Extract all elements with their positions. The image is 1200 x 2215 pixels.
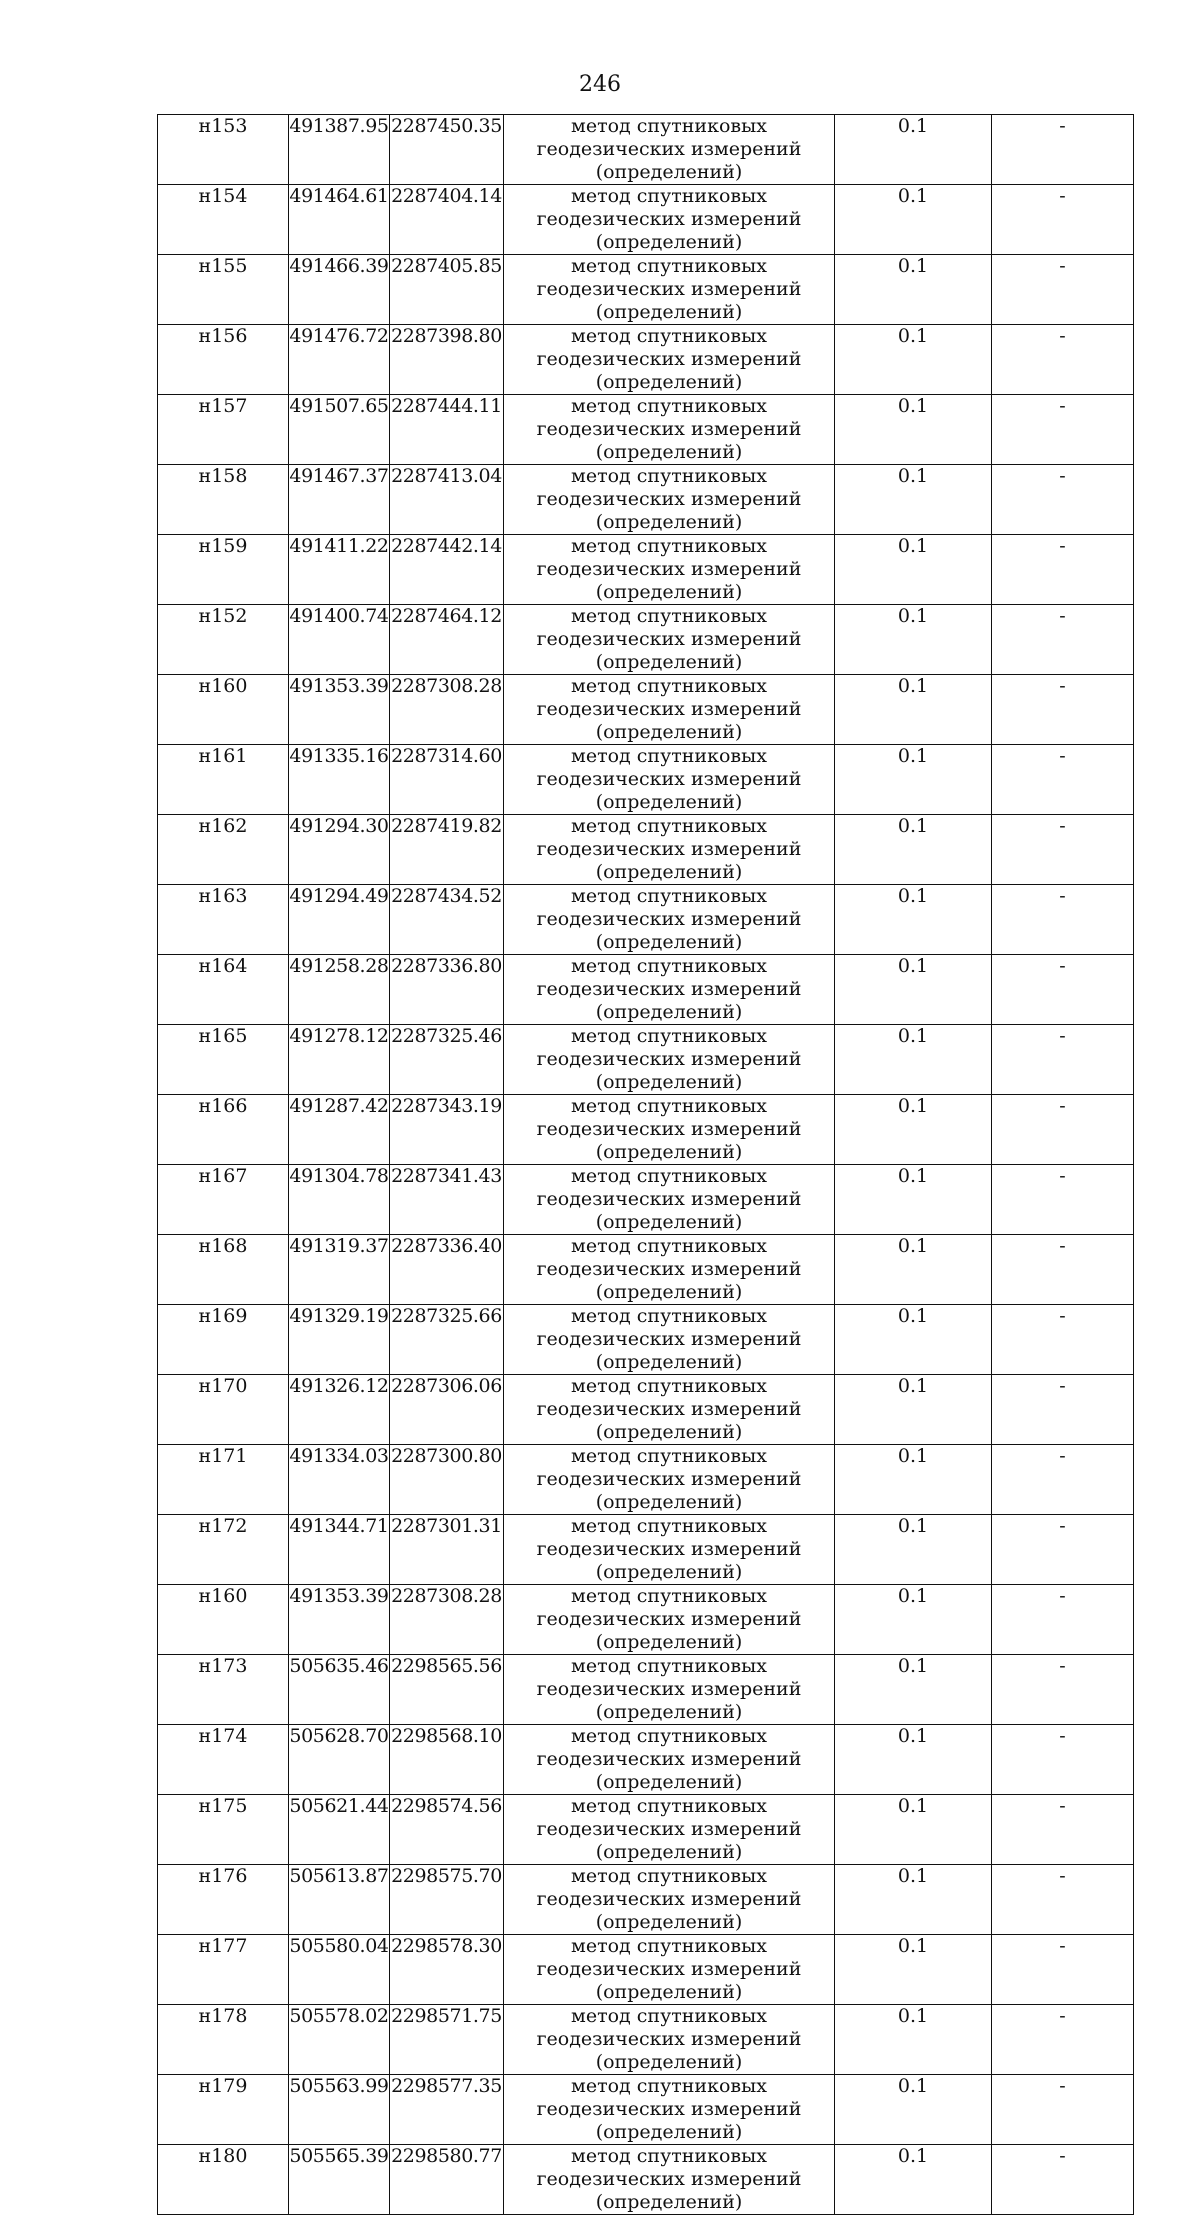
y-coordinate-cell: 2287398.80 xyxy=(390,325,504,395)
accuracy-cell: 0.1 xyxy=(835,1585,992,1655)
description-cell: - xyxy=(992,1445,1134,1515)
point-name-cell: н168 xyxy=(158,1235,289,1305)
point-name-cell: н159 xyxy=(158,535,289,605)
x-coordinate-cell: 491507.65 xyxy=(289,395,390,465)
x-coordinate-cell: 491353.39 xyxy=(289,675,390,745)
method-cell: метод спутниковых геодезических измерений (определений) xyxy=(504,1305,835,1375)
description-cell: - xyxy=(992,675,1134,745)
method-cell: метод спутниковых геодезических измерений (определений) xyxy=(504,815,835,885)
table-row xyxy=(158,185,1134,255)
table-row xyxy=(158,2145,1134,2215)
x-coordinate-cell: 491335.16 xyxy=(289,745,390,815)
method-cell: метод спутниковых геодезических измерений (определений) xyxy=(504,675,835,745)
description-cell: - xyxy=(992,115,1134,185)
x-coordinate-cell: 505621.44 xyxy=(289,1795,390,1865)
y-coordinate-cell: 2287419.82 xyxy=(390,815,504,885)
accuracy-cell: 0.1 xyxy=(835,605,992,675)
point-name-cell: н155 xyxy=(158,255,289,325)
point-name-cell: н176 xyxy=(158,1865,289,1935)
accuracy-cell: 0.1 xyxy=(835,1865,992,1935)
accuracy-cell: 0.1 xyxy=(835,1795,992,1865)
method-cell: метод спутниковых геодезических измерений (определений) xyxy=(504,1025,835,1095)
accuracy-cell: 0.1 xyxy=(835,815,992,885)
y-coordinate-cell: 2298580.77 xyxy=(390,2145,504,2215)
accuracy-cell: 0.1 xyxy=(835,1445,992,1515)
x-coordinate-cell: 505565.39 xyxy=(289,2145,390,2215)
method-cell: метод спутниковых геодезических измерений (определений) xyxy=(504,1515,835,1585)
accuracy-cell: 0.1 xyxy=(835,1305,992,1375)
y-coordinate-cell: 2287442.14 xyxy=(390,535,504,605)
y-coordinate-cell: 2287343.19 xyxy=(390,1095,504,1165)
table-row xyxy=(158,1305,1134,1375)
x-coordinate-cell: 491326.12 xyxy=(289,1375,390,1445)
table-row xyxy=(158,1095,1134,1165)
description-cell: - xyxy=(992,535,1134,605)
y-coordinate-cell: 2287404.14 xyxy=(390,185,504,255)
x-coordinate-cell: 491400.74 xyxy=(289,605,390,675)
point-name-cell: н170 xyxy=(158,1375,289,1445)
y-coordinate-cell: 2287300.80 xyxy=(390,1445,504,1515)
table-row xyxy=(158,1725,1134,1795)
table-row xyxy=(158,115,1134,185)
x-coordinate-cell: 491476.72 xyxy=(289,325,390,395)
point-name-cell: н175 xyxy=(158,1795,289,1865)
y-coordinate-cell: 2287336.40 xyxy=(390,1235,504,1305)
method-cell: метод спутниковых геодезических измерений (определений) xyxy=(504,605,835,675)
accuracy-cell: 0.1 xyxy=(835,465,992,535)
y-coordinate-cell: 2298571.75 xyxy=(390,2005,504,2075)
y-coordinate-cell: 2287325.46 xyxy=(390,1025,504,1095)
point-name-cell: н160 xyxy=(158,1585,289,1655)
x-coordinate-cell: 505578.02 xyxy=(289,2005,390,2075)
point-name-cell: н165 xyxy=(158,1025,289,1095)
table-row xyxy=(158,1515,1134,1585)
description-cell: - xyxy=(992,1305,1134,1375)
table-row xyxy=(158,1935,1134,2005)
y-coordinate-cell: 2287308.28 xyxy=(390,1585,504,1655)
y-coordinate-cell: 2287308.28 xyxy=(390,675,504,745)
table-row xyxy=(158,745,1134,815)
y-coordinate-cell: 2287464.12 xyxy=(390,605,504,675)
y-coordinate-cell: 2287325.66 xyxy=(390,1305,504,1375)
point-name-cell: н162 xyxy=(158,815,289,885)
accuracy-cell: 0.1 xyxy=(835,955,992,1025)
accuracy-cell: 0.1 xyxy=(835,185,992,255)
method-cell: метод спутниковых геодезических измерений (определений) xyxy=(504,1375,835,1445)
x-coordinate-cell: 491353.39 xyxy=(289,1585,390,1655)
description-cell: - xyxy=(992,185,1134,255)
accuracy-cell: 0.1 xyxy=(835,2005,992,2075)
y-coordinate-cell: 2287434.52 xyxy=(390,885,504,955)
point-name-cell: н163 xyxy=(158,885,289,955)
description-cell: - xyxy=(992,885,1134,955)
x-coordinate-cell: 491466.39 xyxy=(289,255,390,325)
x-coordinate-cell: 491334.03 xyxy=(289,1445,390,1515)
method-cell: метод спутниковых геодезических измерений (определений) xyxy=(504,2145,835,2215)
x-coordinate-cell: 491304.78 xyxy=(289,1165,390,1235)
y-coordinate-cell: 2287306.06 xyxy=(390,1375,504,1445)
accuracy-cell: 0.1 xyxy=(835,395,992,465)
description-cell: - xyxy=(992,2005,1134,2075)
method-cell: метод спутниковых геодезических измерений (определений) xyxy=(504,1165,835,1235)
point-name-cell: н154 xyxy=(158,185,289,255)
method-cell: метод спутниковых геодезических измерений (определений) xyxy=(504,1795,835,1865)
method-cell: метод спутниковых геодезических измерений (определений) xyxy=(504,745,835,815)
method-cell: метод спутниковых геодезических измерений (определений) xyxy=(504,2005,835,2075)
y-coordinate-cell: 2287444.11 xyxy=(390,395,504,465)
x-coordinate-cell: 491294.30 xyxy=(289,815,390,885)
method-cell: метод спутниковых геодезических измерений (определений) xyxy=(504,2075,835,2145)
table-row xyxy=(158,1795,1134,1865)
table-row xyxy=(158,535,1134,605)
method-cell: метод спутниковых геодезических измерений (определений) xyxy=(504,885,835,955)
method-cell: метод спутниковых геодезических измерений (определений) xyxy=(504,1725,835,1795)
table-row xyxy=(158,675,1134,745)
point-name-cell: н156 xyxy=(158,325,289,395)
point-name-cell: н169 xyxy=(158,1305,289,1375)
accuracy-cell: 0.1 xyxy=(835,1655,992,1725)
accuracy-cell: 0.1 xyxy=(835,255,992,325)
table-row xyxy=(158,1655,1134,1725)
point-name-cell: н177 xyxy=(158,1935,289,2005)
description-cell: - xyxy=(992,1515,1134,1585)
description-cell: - xyxy=(992,255,1134,325)
description-cell: - xyxy=(992,815,1134,885)
description-cell: - xyxy=(992,1235,1134,1305)
x-coordinate-cell: 491344.71 xyxy=(289,1515,390,1585)
method-cell: метод спутниковых геодезических измерений (определений) xyxy=(504,1935,835,2005)
description-cell: - xyxy=(992,605,1134,675)
x-coordinate-cell: 491387.95 xyxy=(289,115,390,185)
method-cell: метод спутниковых геодезических измерений (определений) xyxy=(504,1095,835,1165)
description-cell: - xyxy=(992,1025,1134,1095)
method-cell: метод спутниковых геодезических измерений (определений) xyxy=(504,535,835,605)
point-name-cell: н179 xyxy=(158,2075,289,2145)
accuracy-cell: 0.1 xyxy=(835,1165,992,1235)
table-row xyxy=(158,325,1134,395)
table-row xyxy=(158,2075,1134,2145)
method-cell: метод спутниковых геодезических измерений (определений) xyxy=(504,1585,835,1655)
x-coordinate-cell: 491467.37 xyxy=(289,465,390,535)
point-name-cell: н166 xyxy=(158,1095,289,1165)
table-row xyxy=(158,1585,1134,1655)
accuracy-cell: 0.1 xyxy=(835,1515,992,1585)
point-name-cell: н158 xyxy=(158,465,289,535)
point-name-cell: н153 xyxy=(158,115,289,185)
description-cell: - xyxy=(992,1935,1134,2005)
y-coordinate-cell: 2298578.30 xyxy=(390,1935,504,2005)
y-coordinate-cell: 2287336.80 xyxy=(390,955,504,1025)
method-cell: метод спутниковых геодезических измерений (определений) xyxy=(504,115,835,185)
method-cell: метод спутниковых геодезических измерений (определений) xyxy=(504,325,835,395)
description-cell: - xyxy=(992,2075,1134,2145)
description-cell: - xyxy=(992,1095,1134,1165)
accuracy-cell: 0.1 xyxy=(835,745,992,815)
x-coordinate-cell: 505613.87 xyxy=(289,1865,390,1935)
table-row xyxy=(158,465,1134,535)
accuracy-cell: 0.1 xyxy=(835,675,992,745)
accuracy-cell: 0.1 xyxy=(835,885,992,955)
table-row xyxy=(158,1865,1134,1935)
x-coordinate-cell: 491319.37 xyxy=(289,1235,390,1305)
x-coordinate-cell: 491329.19 xyxy=(289,1305,390,1375)
x-coordinate-cell: 505628.70 xyxy=(289,1725,390,1795)
y-coordinate-cell: 2287413.04 xyxy=(390,465,504,535)
table-row xyxy=(158,1445,1134,1515)
description-cell: - xyxy=(992,1795,1134,1865)
y-coordinate-cell: 2298575.70 xyxy=(390,1865,504,1935)
accuracy-cell: 0.1 xyxy=(835,1095,992,1165)
method-cell: метод спутниковых геодезических измерений (определений) xyxy=(504,1445,835,1515)
accuracy-cell: 0.1 xyxy=(835,325,992,395)
description-cell: - xyxy=(992,1725,1134,1795)
coordinates-table xyxy=(157,114,1134,2215)
description-cell: - xyxy=(992,2145,1134,2215)
table-row xyxy=(158,1025,1134,1095)
point-name-cell: н173 xyxy=(158,1655,289,1725)
description-cell: - xyxy=(992,745,1134,815)
table-row xyxy=(158,255,1134,325)
table-row xyxy=(158,395,1134,465)
accuracy-cell: 0.1 xyxy=(835,2075,992,2145)
x-coordinate-cell: 491294.49 xyxy=(289,885,390,955)
method-cell: метод спутниковых геодезических измерений (определений) xyxy=(504,1865,835,1935)
table-row xyxy=(158,815,1134,885)
x-coordinate-cell: 491258.28 xyxy=(289,955,390,1025)
x-coordinate-cell: 491287.42 xyxy=(289,1095,390,1165)
point-name-cell: н167 xyxy=(158,1165,289,1235)
point-name-cell: н180 xyxy=(158,2145,289,2215)
y-coordinate-cell: 2298568.10 xyxy=(390,1725,504,1795)
y-coordinate-cell: 2298565.56 xyxy=(390,1655,504,1725)
x-coordinate-cell: 505580.04 xyxy=(289,1935,390,2005)
x-coordinate-cell: 491464.61 xyxy=(289,185,390,255)
method-cell: метод спутниковых геодезических измерений (определений) xyxy=(504,185,835,255)
table-row xyxy=(158,605,1134,675)
point-name-cell: н178 xyxy=(158,2005,289,2075)
x-coordinate-cell: 491278.12 xyxy=(289,1025,390,1095)
accuracy-cell: 0.1 xyxy=(835,115,992,185)
table-row xyxy=(158,2005,1134,2075)
y-coordinate-cell: 2287405.85 xyxy=(390,255,504,325)
description-cell: - xyxy=(992,1865,1134,1935)
description-cell: - xyxy=(992,325,1134,395)
y-coordinate-cell: 2287450.35 xyxy=(390,115,504,185)
accuracy-cell: 0.1 xyxy=(835,1725,992,1795)
point-name-cell: н172 xyxy=(158,1515,289,1585)
table-row xyxy=(158,885,1134,955)
method-cell: метод спутниковых геодезических измерений (определений) xyxy=(504,395,835,465)
method-cell: метод спутниковых геодезических измерений (определений) xyxy=(504,1655,835,1725)
method-cell: метод спутниковых геодезических измерений (определений) xyxy=(504,1235,835,1305)
table-row xyxy=(158,1375,1134,1445)
x-coordinate-cell: 505635.46 xyxy=(289,1655,390,1725)
y-coordinate-cell: 2287314.60 xyxy=(390,745,504,815)
accuracy-cell: 0.1 xyxy=(835,1025,992,1095)
point-name-cell: н164 xyxy=(158,955,289,1025)
accuracy-cell: 0.1 xyxy=(835,1375,992,1445)
description-cell: - xyxy=(992,1165,1134,1235)
accuracy-cell: 0.1 xyxy=(835,1935,992,2005)
x-coordinate-cell: 491411.22 xyxy=(289,535,390,605)
description-cell: - xyxy=(992,1375,1134,1445)
table-row xyxy=(158,955,1134,1025)
y-coordinate-cell: 2298574.56 xyxy=(390,1795,504,1865)
table-body xyxy=(158,115,1134,2215)
description-cell: - xyxy=(992,395,1134,465)
y-coordinate-cell: 2287301.31 xyxy=(390,1515,504,1585)
point-name-cell: н161 xyxy=(158,745,289,815)
table-row xyxy=(158,1165,1134,1235)
method-cell: метод спутниковых геодезических измерений (определений) xyxy=(504,955,835,1025)
description-cell: - xyxy=(992,1655,1134,1725)
description-cell: - xyxy=(992,465,1134,535)
y-coordinate-cell: 2287341.43 xyxy=(390,1165,504,1235)
table-row xyxy=(158,1235,1134,1305)
x-coordinate-cell: 505563.99 xyxy=(289,2075,390,2145)
accuracy-cell: 0.1 xyxy=(835,1235,992,1305)
y-coordinate-cell: 2298577.35 xyxy=(390,2075,504,2145)
description-cell: - xyxy=(992,1585,1134,1655)
method-cell: метод спутниковых геодезических измерений (определений) xyxy=(504,255,835,325)
description-cell: - xyxy=(992,955,1134,1025)
method-cell: метод спутниковых геодезических измерений (определений) xyxy=(504,465,835,535)
accuracy-cell: 0.1 xyxy=(835,535,992,605)
point-name-cell: н152 xyxy=(158,605,289,675)
page-number: 246 xyxy=(579,72,621,97)
point-name-cell: н171 xyxy=(158,1445,289,1515)
point-name-cell: н174 xyxy=(158,1725,289,1795)
point-name-cell: н160 xyxy=(158,675,289,745)
accuracy-cell: 0.1 xyxy=(835,2145,992,2215)
point-name-cell: н157 xyxy=(158,395,289,465)
